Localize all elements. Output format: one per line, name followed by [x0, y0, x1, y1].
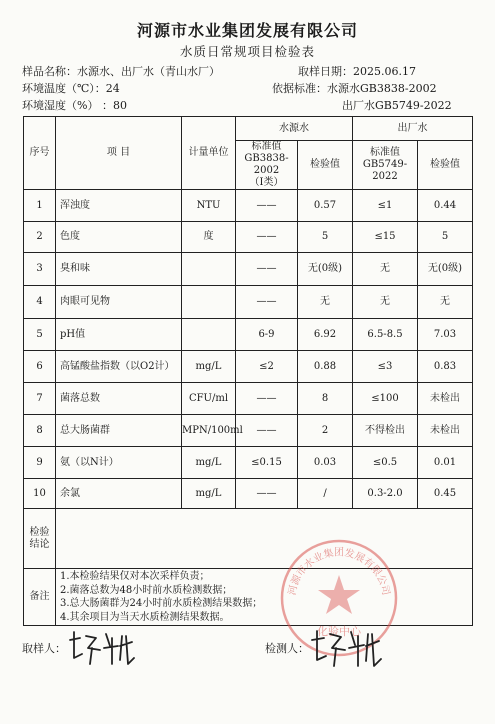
row-source-value: 0.57	[298, 190, 353, 222]
row-source-standard: ——	[236, 222, 298, 253]
row-unit	[182, 253, 236, 286]
row-source-value: 8	[298, 383, 353, 415]
conclusion-cell	[56, 509, 473, 569]
conclusion-label	[24, 509, 56, 569]
remark-line: 4.其余项目为当天水质检测结果数据。	[60, 611, 230, 623]
row-source-value: 0.03	[298, 447, 353, 479]
output-standard-line2: GB5749-2022	[362, 159, 408, 182]
row-number: 7	[24, 383, 56, 415]
inspection-table	[23, 116, 473, 626]
row-source-standard: 6-9	[236, 319, 298, 351]
row-item: 高锰酸盐指数（以O2计）	[56, 351, 182, 383]
row-source-standard: ——	[236, 286, 298, 319]
row-source-standard: ——	[236, 383, 298, 415]
source-water-header: 水源水	[236, 117, 353, 141]
row-source-standard: ≤0.15	[236, 447, 298, 479]
col-item-header: 项 目	[56, 117, 182, 190]
source-value-header: 检验值	[298, 141, 353, 190]
source-standard-line2: GB3838-2002	[244, 153, 289, 176]
company-title: 河源市水业集团发展有限公司	[136, 21, 358, 40]
row-unit	[182, 319, 236, 351]
standard-source: 依据标准：水源水GB3838-2002	[272, 82, 437, 95]
row-number: 9	[24, 447, 56, 479]
row-item: pH值	[56, 319, 182, 351]
remark-line: 1.本检验结果仅对本次采样负责；	[60, 571, 210, 582]
row-unit: mg/L	[182, 447, 236, 479]
remark-line: 2.菌落总数为48小时前水质检测数据；	[60, 584, 233, 596]
sample-name: 样品名称：水源水、出厂水（青山水厂）	[22, 65, 220, 78]
row-number: 10	[24, 479, 56, 509]
row-number: 5	[24, 319, 56, 351]
row-unit: CFU/ml	[182, 383, 236, 415]
row-source-value: 0.88	[298, 351, 353, 383]
row-source-standard: ——	[236, 190, 298, 222]
output-standard-header	[353, 141, 418, 190]
row-unit: mg/L	[182, 479, 236, 509]
remarks-label: 备注	[24, 569, 56, 626]
seal-arc-text: 河源市水业集团发展有限公司	[287, 547, 391, 597]
row-output-standard: ≤3	[353, 351, 418, 383]
sampler-label: 取样人：	[22, 642, 66, 655]
row-item: 余氯	[56, 479, 182, 509]
row-number: 4	[24, 286, 56, 319]
row-output-standard: ≤15	[353, 222, 418, 253]
temperature: 环境温度（℃）：24	[22, 82, 120, 95]
source-standard-line3: （Ⅰ类）	[249, 177, 284, 188]
row-output-standard: ≤0.5	[353, 447, 418, 479]
row-source-value: 2	[298, 415, 353, 447]
table-row	[24, 383, 473, 415]
row-output-standard: 0.3-2.0	[353, 479, 418, 509]
standard-output: 出厂水GB5749-2022	[342, 99, 452, 112]
row-number: 6	[24, 351, 56, 383]
table-row	[24, 190, 473, 222]
row-source-value: 5	[298, 222, 353, 253]
row-output-value: 5	[418, 222, 473, 253]
seal-star-icon	[318, 575, 360, 614]
row-item: 总大肠菌群	[56, 415, 182, 447]
row-output-value: 0.45	[418, 479, 473, 509]
output-standard-line1: 标准值	[370, 147, 400, 158]
col-unit-header: 计量单位	[182, 117, 236, 190]
row-item: 氨（以N计）	[56, 447, 182, 479]
table-row	[24, 415, 473, 447]
sampler-signature	[66, 628, 138, 668]
row-source-standard: ——	[236, 415, 298, 447]
conclusion-label-line1: 检验	[29, 526, 50, 538]
form-title: 水质日常规项目检验表	[179, 44, 315, 59]
row-item: 肉眼可见物	[56, 286, 182, 319]
row-output-value: 0.01	[418, 447, 473, 479]
row-output-standard: 不得检出	[353, 415, 418, 447]
row-unit	[182, 286, 236, 319]
tester-signature	[308, 626, 386, 670]
row-unit: 度	[182, 222, 236, 253]
row-unit: MPN/100ml	[182, 415, 236, 447]
row-source-standard: ——	[236, 479, 298, 509]
row-output-standard: ≤100	[353, 383, 418, 415]
row-output-value: 无	[418, 286, 473, 319]
row-source-value: 无	[298, 286, 353, 319]
row-source-standard: ——	[236, 253, 298, 286]
row-source-value: /	[298, 479, 353, 509]
row-output-value: 0.83	[418, 351, 473, 383]
col-no-header: 序号	[24, 117, 56, 190]
humidity: 环境湿度（%） ：80	[22, 99, 127, 112]
row-number: 2	[24, 222, 56, 253]
row-item: 浑浊度	[56, 190, 182, 222]
output-value-header: 检验值	[418, 141, 473, 190]
remark-line: 3.总大肠菌群为24小时前水质检测结果数据；	[60, 598, 263, 609]
row-output-value: 0.44	[418, 190, 473, 222]
remarks-cell	[56, 569, 473, 626]
row-output-standard: 无	[353, 286, 418, 319]
sample-date: 取样日期：2025.06.17	[298, 65, 416, 78]
row-item: 菌落总数	[56, 383, 182, 415]
row-output-standard: ≤1	[353, 190, 418, 222]
table-row	[24, 351, 473, 383]
row-unit: mg/L	[182, 351, 236, 383]
seal-center-text: 化验中心	[317, 625, 361, 638]
row-source-standard: ≤2	[236, 351, 298, 383]
row-output-standard: 6.5-8.5	[353, 319, 418, 351]
row-output-standard: 无	[353, 253, 418, 286]
row-number: 3	[24, 253, 56, 286]
table-row	[24, 479, 473, 509]
row-number: 8	[24, 415, 56, 447]
row-source-value: 无(0级)	[298, 253, 353, 286]
row-output-value: 未检出	[418, 415, 473, 447]
conclusion-label-line2: 结论	[29, 538, 50, 550]
row-unit: NTU	[182, 190, 236, 222]
table-row	[24, 222, 473, 253]
row-number: 1	[24, 190, 56, 222]
tester-label: 检测人：	[265, 642, 309, 655]
table-row	[24, 319, 473, 351]
source-standard-header	[236, 141, 298, 190]
table-row	[24, 447, 473, 479]
row-output-value: 7.03	[418, 319, 473, 351]
table-row	[24, 253, 473, 286]
row-output-value: 未检出	[418, 383, 473, 415]
row-source-value: 6.92	[298, 319, 353, 351]
source-standard-line1: 标准值	[251, 141, 282, 152]
output-water-header: 出厂水	[353, 117, 473, 141]
row-item: 色度	[56, 222, 182, 253]
row-item: 臭和味	[56, 253, 182, 286]
row-output-value: 无(0级)	[418, 253, 473, 286]
table-row	[24, 286, 473, 319]
